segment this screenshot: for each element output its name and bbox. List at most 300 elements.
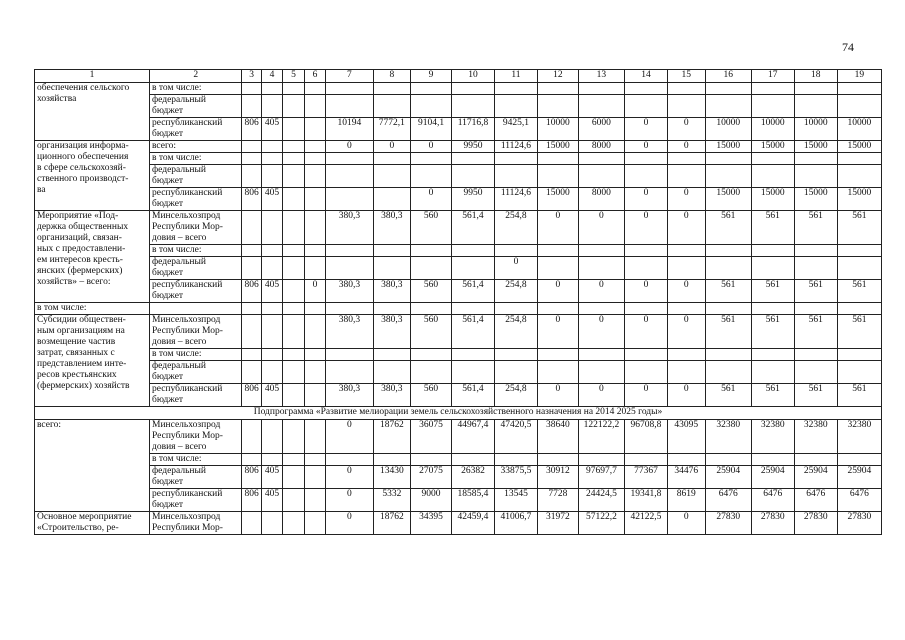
value-cell: 405 xyxy=(261,118,282,141)
header-cell: 3 xyxy=(242,70,261,83)
cell-line: Минсельхозпрод xyxy=(152,211,221,221)
funding-source-cell xyxy=(150,454,242,466)
value-cell xyxy=(794,361,837,384)
value-cell: 380,3 xyxy=(373,315,411,349)
value-cell xyxy=(283,257,304,280)
value-cell: 34476 xyxy=(667,466,705,489)
cell-line: ционного обеспечения xyxy=(37,152,129,162)
value-cell: 25904 xyxy=(837,466,881,489)
value-cell xyxy=(451,349,494,361)
value-cell xyxy=(283,211,304,245)
value-cell: 560 xyxy=(411,280,452,303)
cell-line: всего: xyxy=(37,420,62,430)
empty-cell xyxy=(304,303,325,315)
value-cell xyxy=(794,257,837,280)
value-cell: 6476 xyxy=(794,489,837,512)
value-cell: 561 xyxy=(705,280,751,303)
value-cell: 0 xyxy=(625,315,668,349)
cell-line: всего: xyxy=(152,141,177,151)
funding-source-cell xyxy=(150,118,242,141)
value-cell xyxy=(261,95,282,118)
table-row xyxy=(35,466,882,489)
program-name-cell xyxy=(35,211,150,303)
value-cell xyxy=(578,361,624,384)
value-cell: 561 xyxy=(705,315,751,349)
funding-source-cell xyxy=(150,83,242,95)
value-cell: 34395 xyxy=(411,512,452,535)
value-cell: 561 xyxy=(837,280,881,303)
value-cell xyxy=(326,257,373,280)
value-cell xyxy=(373,245,411,257)
value-cell: 18585,4 xyxy=(451,489,494,512)
value-cell: 122122,2 xyxy=(578,420,624,454)
empty-cell xyxy=(705,303,751,315)
cell-line: Минсельхозпрод xyxy=(152,420,221,430)
cell-line: Основное мероприятие xyxy=(37,512,132,522)
value-cell: 31972 xyxy=(537,512,578,535)
value-cell: 561,4 xyxy=(451,211,494,245)
value-cell xyxy=(261,165,282,188)
value-cell xyxy=(242,257,261,280)
table-row xyxy=(35,153,882,165)
value-cell: 0 xyxy=(326,466,373,489)
value-cell xyxy=(283,118,304,141)
cell-line: ва xyxy=(37,185,46,195)
value-cell: 27830 xyxy=(751,512,794,535)
value-cell: 806 xyxy=(242,118,261,141)
cell-line: (фермерских) хозяйств xyxy=(37,381,130,391)
empty-cell xyxy=(794,303,837,315)
value-cell: 15000 xyxy=(705,188,751,211)
cell-line: в сфере сельскохозяй- xyxy=(37,163,126,173)
value-cell: 0 xyxy=(667,280,705,303)
cell-line: республиканский xyxy=(152,188,223,198)
value-cell xyxy=(625,454,668,466)
value-cell: 561 xyxy=(751,280,794,303)
value-cell xyxy=(667,245,705,257)
value-cell xyxy=(537,349,578,361)
value-cell xyxy=(451,245,494,257)
value-cell xyxy=(304,141,325,153)
table-row xyxy=(35,95,882,118)
value-cell xyxy=(667,361,705,384)
value-cell: 97697,7 xyxy=(578,466,624,489)
value-cell xyxy=(578,349,624,361)
value-cell xyxy=(261,454,282,466)
value-cell xyxy=(578,245,624,257)
cell-line: в том числе: xyxy=(152,245,202,255)
value-cell: 32380 xyxy=(705,420,751,454)
value-cell xyxy=(667,349,705,361)
value-cell xyxy=(373,349,411,361)
value-cell xyxy=(705,95,751,118)
value-cell xyxy=(283,83,304,95)
empty-cell xyxy=(326,303,373,315)
value-cell: 0 xyxy=(667,118,705,141)
value-cell: 561 xyxy=(751,315,794,349)
value-cell xyxy=(283,454,304,466)
cell-line: Республики Мор- xyxy=(152,431,223,441)
value-cell: 380,3 xyxy=(326,280,373,303)
cell-line: «Строительство, ре- xyxy=(37,523,119,533)
value-cell: 9104,1 xyxy=(411,118,452,141)
header-cell: 19 xyxy=(837,70,881,83)
cell-line: республиканский xyxy=(152,280,223,290)
value-cell xyxy=(794,245,837,257)
cell-line: бюджет xyxy=(152,129,184,139)
table-row xyxy=(35,188,882,211)
table-row xyxy=(35,165,882,188)
cell-line: ных с предоставлени- xyxy=(37,244,126,254)
value-cell xyxy=(451,165,494,188)
value-cell xyxy=(261,83,282,95)
cell-line: довия – всего xyxy=(152,233,207,243)
value-cell: 0 xyxy=(667,211,705,245)
value-cell xyxy=(261,141,282,153)
value-cell xyxy=(326,188,373,211)
empty-cell xyxy=(150,303,242,315)
table-row xyxy=(35,141,882,153)
value-cell xyxy=(667,257,705,280)
value-cell: 25904 xyxy=(751,466,794,489)
value-cell xyxy=(261,512,282,535)
value-cell xyxy=(494,349,537,361)
value-cell xyxy=(304,211,325,245)
value-cell xyxy=(283,420,304,454)
table-row xyxy=(35,349,882,361)
value-cell xyxy=(794,349,837,361)
value-cell xyxy=(837,454,881,466)
program-name-cell xyxy=(35,141,150,211)
cell-line: ственного производст- xyxy=(37,174,129,184)
funding-source-cell xyxy=(150,188,242,211)
value-cell xyxy=(283,512,304,535)
value-cell: 0 xyxy=(625,280,668,303)
value-cell xyxy=(242,512,261,535)
value-cell xyxy=(837,83,881,95)
value-cell: 7772,1 xyxy=(373,118,411,141)
value-cell: 806 xyxy=(242,466,261,489)
header-cell: 14 xyxy=(625,70,668,83)
value-cell xyxy=(411,165,452,188)
value-cell: 0 xyxy=(667,384,705,407)
value-cell xyxy=(326,153,373,165)
value-cell xyxy=(578,257,624,280)
value-cell xyxy=(537,245,578,257)
value-cell xyxy=(625,245,668,257)
section-title: Подпрограмма «Развитие мелиорации земель сельскохозяйственного назначения на 2014 2025 годы» xyxy=(35,407,882,420)
header-cell: 2 xyxy=(150,70,242,83)
value-cell xyxy=(283,384,304,407)
table-row xyxy=(35,245,882,257)
value-cell xyxy=(837,257,881,280)
funding-source-cell xyxy=(150,211,242,245)
value-cell: 26382 xyxy=(451,466,494,489)
value-cell: 0 xyxy=(578,280,624,303)
value-cell: 380,3 xyxy=(373,280,411,303)
value-cell: 0 xyxy=(373,141,411,153)
value-cell xyxy=(283,361,304,384)
cell-line: ем интересов кресть- xyxy=(37,255,123,265)
value-cell xyxy=(667,95,705,118)
value-cell xyxy=(373,95,411,118)
value-cell xyxy=(751,454,794,466)
value-cell xyxy=(625,361,668,384)
value-cell: 561 xyxy=(794,384,837,407)
header-row xyxy=(35,70,882,83)
value-cell xyxy=(751,153,794,165)
value-cell: 36075 xyxy=(411,420,452,454)
cell-line: обеспечения сельского xyxy=(37,83,130,93)
value-cell xyxy=(494,165,537,188)
value-cell: 9000 xyxy=(411,489,452,512)
value-cell xyxy=(373,188,411,211)
value-cell: 405 xyxy=(261,384,282,407)
value-cell: 0 xyxy=(578,315,624,349)
value-cell: 561 xyxy=(794,315,837,349)
header-cell: 11 xyxy=(494,70,537,83)
value-cell xyxy=(261,153,282,165)
value-cell: 0 xyxy=(304,280,325,303)
table-row xyxy=(35,257,882,280)
value-cell xyxy=(705,245,751,257)
value-cell xyxy=(242,349,261,361)
cell-line: федеральный xyxy=(152,257,206,267)
cell-line: держка общественных xyxy=(37,222,129,232)
value-cell xyxy=(837,245,881,257)
value-cell xyxy=(242,83,261,95)
value-cell xyxy=(705,454,751,466)
value-cell xyxy=(837,361,881,384)
cell-line: республиканский xyxy=(152,384,223,394)
value-cell: 38640 xyxy=(537,420,578,454)
value-cell: 561,4 xyxy=(451,280,494,303)
value-cell xyxy=(411,454,452,466)
header-cell: 4 xyxy=(261,70,282,83)
value-cell xyxy=(373,153,411,165)
value-cell: 25904 xyxy=(705,466,751,489)
cell-line: бюджет xyxy=(152,268,184,278)
value-cell xyxy=(283,165,304,188)
cell-line: федеральный xyxy=(152,361,206,371)
value-cell: 561,4 xyxy=(451,384,494,407)
value-cell: 806 xyxy=(242,489,261,512)
value-cell xyxy=(411,245,452,257)
program-name-cell xyxy=(35,512,150,535)
value-cell xyxy=(304,315,325,349)
value-cell: 33875,5 xyxy=(494,466,537,489)
header-cell: 16 xyxy=(705,70,751,83)
funding-source-cell xyxy=(150,512,242,535)
header-cell: 12 xyxy=(537,70,578,83)
table-row xyxy=(35,361,882,384)
value-cell xyxy=(373,454,411,466)
value-cell: 0 xyxy=(625,211,668,245)
value-cell xyxy=(537,153,578,165)
value-cell xyxy=(283,349,304,361)
section-title-row xyxy=(35,407,882,420)
value-cell: 10000 xyxy=(537,118,578,141)
value-cell: 405 xyxy=(261,188,282,211)
value-cell: 44967,4 xyxy=(451,420,494,454)
value-cell xyxy=(242,211,261,245)
value-cell: 15000 xyxy=(705,141,751,153)
cell-line: федеральный xyxy=(152,95,206,105)
value-cell: 15000 xyxy=(751,188,794,211)
value-cell: 0 xyxy=(625,188,668,211)
value-cell xyxy=(578,153,624,165)
value-cell: 15000 xyxy=(794,141,837,153)
value-cell: 561 xyxy=(837,211,881,245)
value-cell xyxy=(837,95,881,118)
funding-source-cell xyxy=(150,153,242,165)
header-cell: 17 xyxy=(751,70,794,83)
table-row xyxy=(35,454,882,466)
value-cell: 0 xyxy=(667,315,705,349)
funding-source-cell xyxy=(150,420,242,454)
value-cell xyxy=(304,349,325,361)
value-cell xyxy=(304,245,325,257)
funding-source-cell xyxy=(150,349,242,361)
value-cell: 30912 xyxy=(537,466,578,489)
value-cell xyxy=(667,83,705,95)
value-cell: 15000 xyxy=(837,188,881,211)
value-cell xyxy=(283,153,304,165)
cell-line: бюджет xyxy=(152,477,184,487)
empty-cell xyxy=(242,303,261,315)
value-cell xyxy=(751,349,794,361)
value-cell: 9950 xyxy=(451,188,494,211)
funding-source-cell xyxy=(150,489,242,512)
value-cell: 8000 xyxy=(578,141,624,153)
value-cell xyxy=(705,361,751,384)
value-cell: 10000 xyxy=(837,118,881,141)
value-cell: 10000 xyxy=(751,118,794,141)
cell-line: федеральный xyxy=(152,466,206,476)
value-cell: 6476 xyxy=(837,489,881,512)
value-cell: 5332 xyxy=(373,489,411,512)
value-cell xyxy=(667,165,705,188)
empty-cell xyxy=(261,303,282,315)
value-cell: 47420,5 xyxy=(494,420,537,454)
value-cell xyxy=(411,257,452,280)
value-cell xyxy=(261,245,282,257)
value-cell xyxy=(625,165,668,188)
value-cell xyxy=(537,257,578,280)
value-cell: 560 xyxy=(411,211,452,245)
value-cell xyxy=(304,466,325,489)
value-cell: 42459,4 xyxy=(451,512,494,535)
page-number: 74 xyxy=(842,40,854,54)
cell-line: хозяйств» – всего: xyxy=(37,277,111,287)
cell-line: бюджет xyxy=(152,176,184,186)
cell-line: ным организациям на xyxy=(37,326,125,336)
value-cell xyxy=(304,165,325,188)
value-cell xyxy=(667,153,705,165)
cell-line: Республики Мор- xyxy=(152,222,223,232)
value-cell: 806 xyxy=(242,280,261,303)
value-cell xyxy=(537,454,578,466)
empty-cell xyxy=(537,303,578,315)
cell-line: Минсельхозпрод xyxy=(152,512,221,522)
value-cell: 561 xyxy=(837,315,881,349)
value-cell: 11716,8 xyxy=(451,118,494,141)
value-cell xyxy=(304,420,325,454)
value-cell xyxy=(537,165,578,188)
empty-cell xyxy=(837,303,881,315)
value-cell: 405 xyxy=(261,280,282,303)
value-cell xyxy=(304,83,325,95)
cell-line: в том числе: xyxy=(152,153,202,163)
value-cell: 10000 xyxy=(705,118,751,141)
value-cell: 254,8 xyxy=(494,280,537,303)
value-cell: 380,3 xyxy=(326,211,373,245)
value-cell xyxy=(625,349,668,361)
value-cell xyxy=(242,454,261,466)
value-cell: 25904 xyxy=(794,466,837,489)
value-cell xyxy=(326,83,373,95)
value-cell: 561 xyxy=(705,211,751,245)
table-row xyxy=(35,83,882,95)
value-cell: 380,3 xyxy=(326,315,373,349)
value-cell: 15000 xyxy=(537,141,578,153)
value-cell: 32380 xyxy=(794,420,837,454)
value-cell xyxy=(705,83,751,95)
budget-table xyxy=(34,69,882,535)
value-cell xyxy=(261,420,282,454)
value-cell: 0 xyxy=(326,141,373,153)
value-cell: 560 xyxy=(411,315,452,349)
value-cell: 0 xyxy=(326,420,373,454)
value-cell xyxy=(494,95,537,118)
table-row xyxy=(35,211,882,245)
cell-line: Субсидии обществен- xyxy=(37,315,126,325)
value-cell: 561 xyxy=(751,384,794,407)
empty-cell xyxy=(578,303,624,315)
value-cell xyxy=(625,257,668,280)
value-cell: 18762 xyxy=(373,512,411,535)
value-cell: 254,8 xyxy=(494,384,537,407)
value-cell: 27830 xyxy=(794,512,837,535)
table-row xyxy=(35,489,882,512)
cell-line: бюджет xyxy=(152,199,184,209)
value-cell xyxy=(494,153,537,165)
value-cell: 405 xyxy=(261,489,282,512)
value-cell: 57122,2 xyxy=(578,512,624,535)
value-cell: 0 xyxy=(625,384,668,407)
table-row xyxy=(35,384,882,407)
value-cell xyxy=(411,361,452,384)
value-cell xyxy=(451,454,494,466)
value-cell: 561 xyxy=(794,280,837,303)
value-cell xyxy=(494,245,537,257)
value-cell xyxy=(261,257,282,280)
funding-source-cell xyxy=(150,165,242,188)
value-cell xyxy=(242,95,261,118)
cell-line: республиканский xyxy=(152,489,223,499)
cell-line: представлением инте- xyxy=(37,359,127,369)
value-cell xyxy=(837,165,881,188)
value-cell: 27075 xyxy=(411,466,452,489)
value-cell xyxy=(751,165,794,188)
header-cell: 18 xyxy=(794,70,837,83)
value-cell xyxy=(411,95,452,118)
funding-source-cell xyxy=(150,466,242,489)
value-cell xyxy=(304,454,325,466)
value-cell xyxy=(751,361,794,384)
funding-source-cell xyxy=(150,384,242,407)
value-cell: 0 xyxy=(537,384,578,407)
